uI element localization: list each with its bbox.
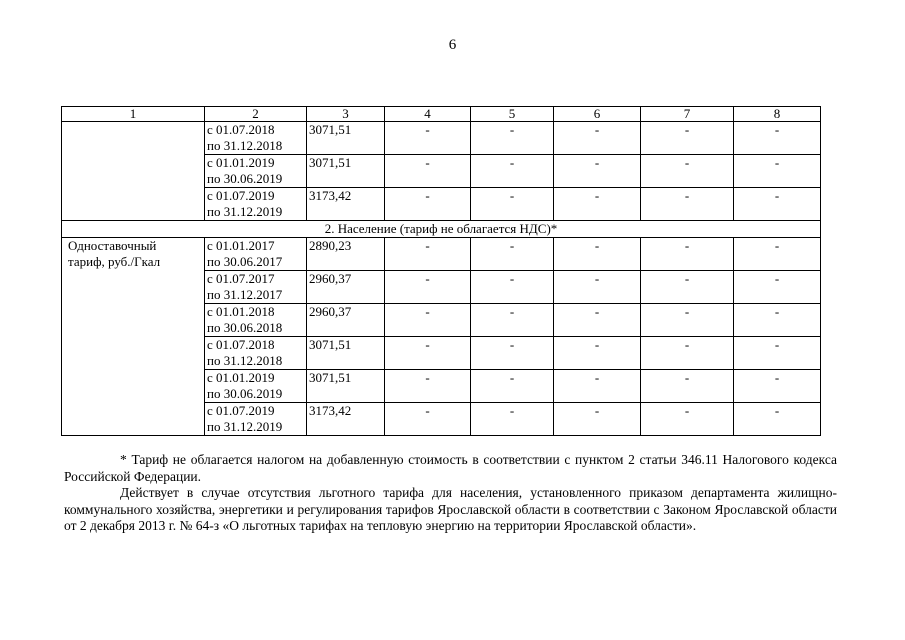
column-header: 2	[205, 107, 307, 122]
period-to: по 30.06.2019	[207, 171, 283, 186]
value-cell: -	[554, 188, 641, 221]
value-cell: -	[734, 271, 821, 304]
value-cell: -	[734, 403, 821, 436]
value-cell: -	[554, 238, 641, 271]
table-row	[62, 122, 821, 155]
section-title: 2. Население (тариф не облагается НДС)*	[62, 221, 821, 238]
value-cell: -	[471, 155, 554, 188]
value-cell: -	[471, 304, 554, 337]
note-paragraph: Действует в случае отсутствия льготного тарифа для населения, установленного приказом департамента жилищно-коммунального хозяйства, энергетики и регулирования тарифов Ярославской области в соответствии с Законом Ярославской области от 2 декабря 2013 г. № 64-з «О льготных тарифах на тепловую энергию на территории Ярославской области».	[64, 485, 837, 533]
period-to: по 30.06.2018	[207, 320, 283, 335]
value-cell: -	[641, 188, 734, 221]
value-cell: -	[385, 188, 471, 221]
value-cell: -	[385, 155, 471, 188]
period-to: по 31.12.2018	[207, 353, 283, 368]
period-cell	[205, 122, 307, 155]
tariff-table	[61, 106, 821, 436]
period-cell	[205, 188, 307, 221]
value-cell: -	[554, 271, 641, 304]
value-cell: -	[471, 403, 554, 436]
value-cell: -	[734, 238, 821, 271]
period-from: с 01.01.2017	[207, 238, 275, 253]
period-cell	[205, 304, 307, 337]
value-cell: -	[641, 403, 734, 436]
price-cell: 3173,42	[307, 403, 385, 436]
value-cell: -	[734, 122, 821, 155]
column-header: 3	[307, 107, 385, 122]
period-from: с 01.01.2019	[207, 155, 275, 170]
value-cell: -	[471, 337, 554, 370]
value-cell: -	[641, 271, 734, 304]
price-cell: 3173,42	[307, 188, 385, 221]
value-cell: -	[641, 122, 734, 155]
price-cell: 3071,51	[307, 155, 385, 188]
period-cell	[205, 155, 307, 188]
value-cell: -	[734, 337, 821, 370]
tariff-label: Одноставочный	[68, 238, 157, 253]
period-to: по 31.12.2017	[207, 287, 283, 302]
value-cell: -	[385, 238, 471, 271]
period-from: с 01.01.2019	[207, 370, 275, 385]
column-header: 1	[62, 107, 205, 122]
value-cell: -	[385, 370, 471, 403]
price-cell: 3071,51	[307, 337, 385, 370]
period-from: с 01.07.2018	[207, 122, 275, 137]
value-cell: -	[554, 337, 641, 370]
value-cell: -	[471, 370, 554, 403]
price-cell: 3071,51	[307, 122, 385, 155]
period-from: с 01.07.2019	[207, 403, 275, 418]
value-cell: -	[471, 188, 554, 221]
period-to: по 31.12.2019	[207, 204, 283, 219]
value-cell: -	[385, 304, 471, 337]
footnote-text: * Тариф не облагается налогом на добавленную стоимость в соответствии с пунктом 2 статьи 346.11 Налогового кодекса Российской Федерации.	[64, 452, 837, 484]
value-cell: -	[471, 238, 554, 271]
column-header: 7	[641, 107, 734, 122]
value-cell: -	[385, 337, 471, 370]
tariff-label-cell	[62, 238, 205, 436]
page-number: 6	[448, 37, 457, 53]
period-to: по 30.06.2017	[207, 254, 283, 269]
value-cell: -	[385, 403, 471, 436]
value-cell: -	[471, 271, 554, 304]
value-cell: -	[385, 271, 471, 304]
price-cell: 3071,51	[307, 370, 385, 403]
column-header: 8	[734, 107, 821, 122]
value-cell: -	[554, 370, 641, 403]
period-cell	[205, 238, 307, 271]
tariff-label-cell	[62, 122, 205, 221]
period-to: по 31.12.2019	[207, 419, 283, 434]
price-cell: 2960,37	[307, 271, 385, 304]
value-cell: -	[554, 403, 641, 436]
table-row	[62, 238, 821, 271]
value-cell: -	[554, 155, 641, 188]
value-cell: -	[554, 122, 641, 155]
section-row	[62, 221, 821, 238]
price-cell: 2960,37	[307, 304, 385, 337]
period-cell	[205, 403, 307, 436]
value-cell: -	[734, 155, 821, 188]
column-header: 4	[385, 107, 471, 122]
column-header: 6	[554, 107, 641, 122]
period-to: по 31.12.2018	[207, 138, 283, 153]
period-to: по 30.06.2019	[207, 386, 283, 401]
table-header-row	[62, 107, 821, 122]
value-cell: -	[734, 188, 821, 221]
period-from: с 01.07.2018	[207, 337, 275, 352]
period-from: с 01.01.2018	[207, 304, 275, 319]
value-cell: -	[641, 238, 734, 271]
value-cell: -	[641, 304, 734, 337]
period-cell	[205, 337, 307, 370]
period-from: с 01.07.2017	[207, 271, 275, 286]
price-cell: 2890,23	[307, 238, 385, 271]
value-cell: -	[385, 122, 471, 155]
value-cell: -	[554, 304, 641, 337]
value-cell: -	[471, 122, 554, 155]
period-cell	[205, 370, 307, 403]
period-from: с 01.07.2019	[207, 188, 275, 203]
value-cell: -	[641, 155, 734, 188]
value-cell: -	[734, 304, 821, 337]
value-cell: -	[641, 370, 734, 403]
period-cell	[205, 271, 307, 304]
value-cell: -	[641, 337, 734, 370]
tariff-label: тариф, руб./Гкал	[68, 254, 161, 269]
column-header: 5	[471, 107, 554, 122]
notes	[64, 452, 837, 535]
value-cell: -	[734, 370, 821, 403]
